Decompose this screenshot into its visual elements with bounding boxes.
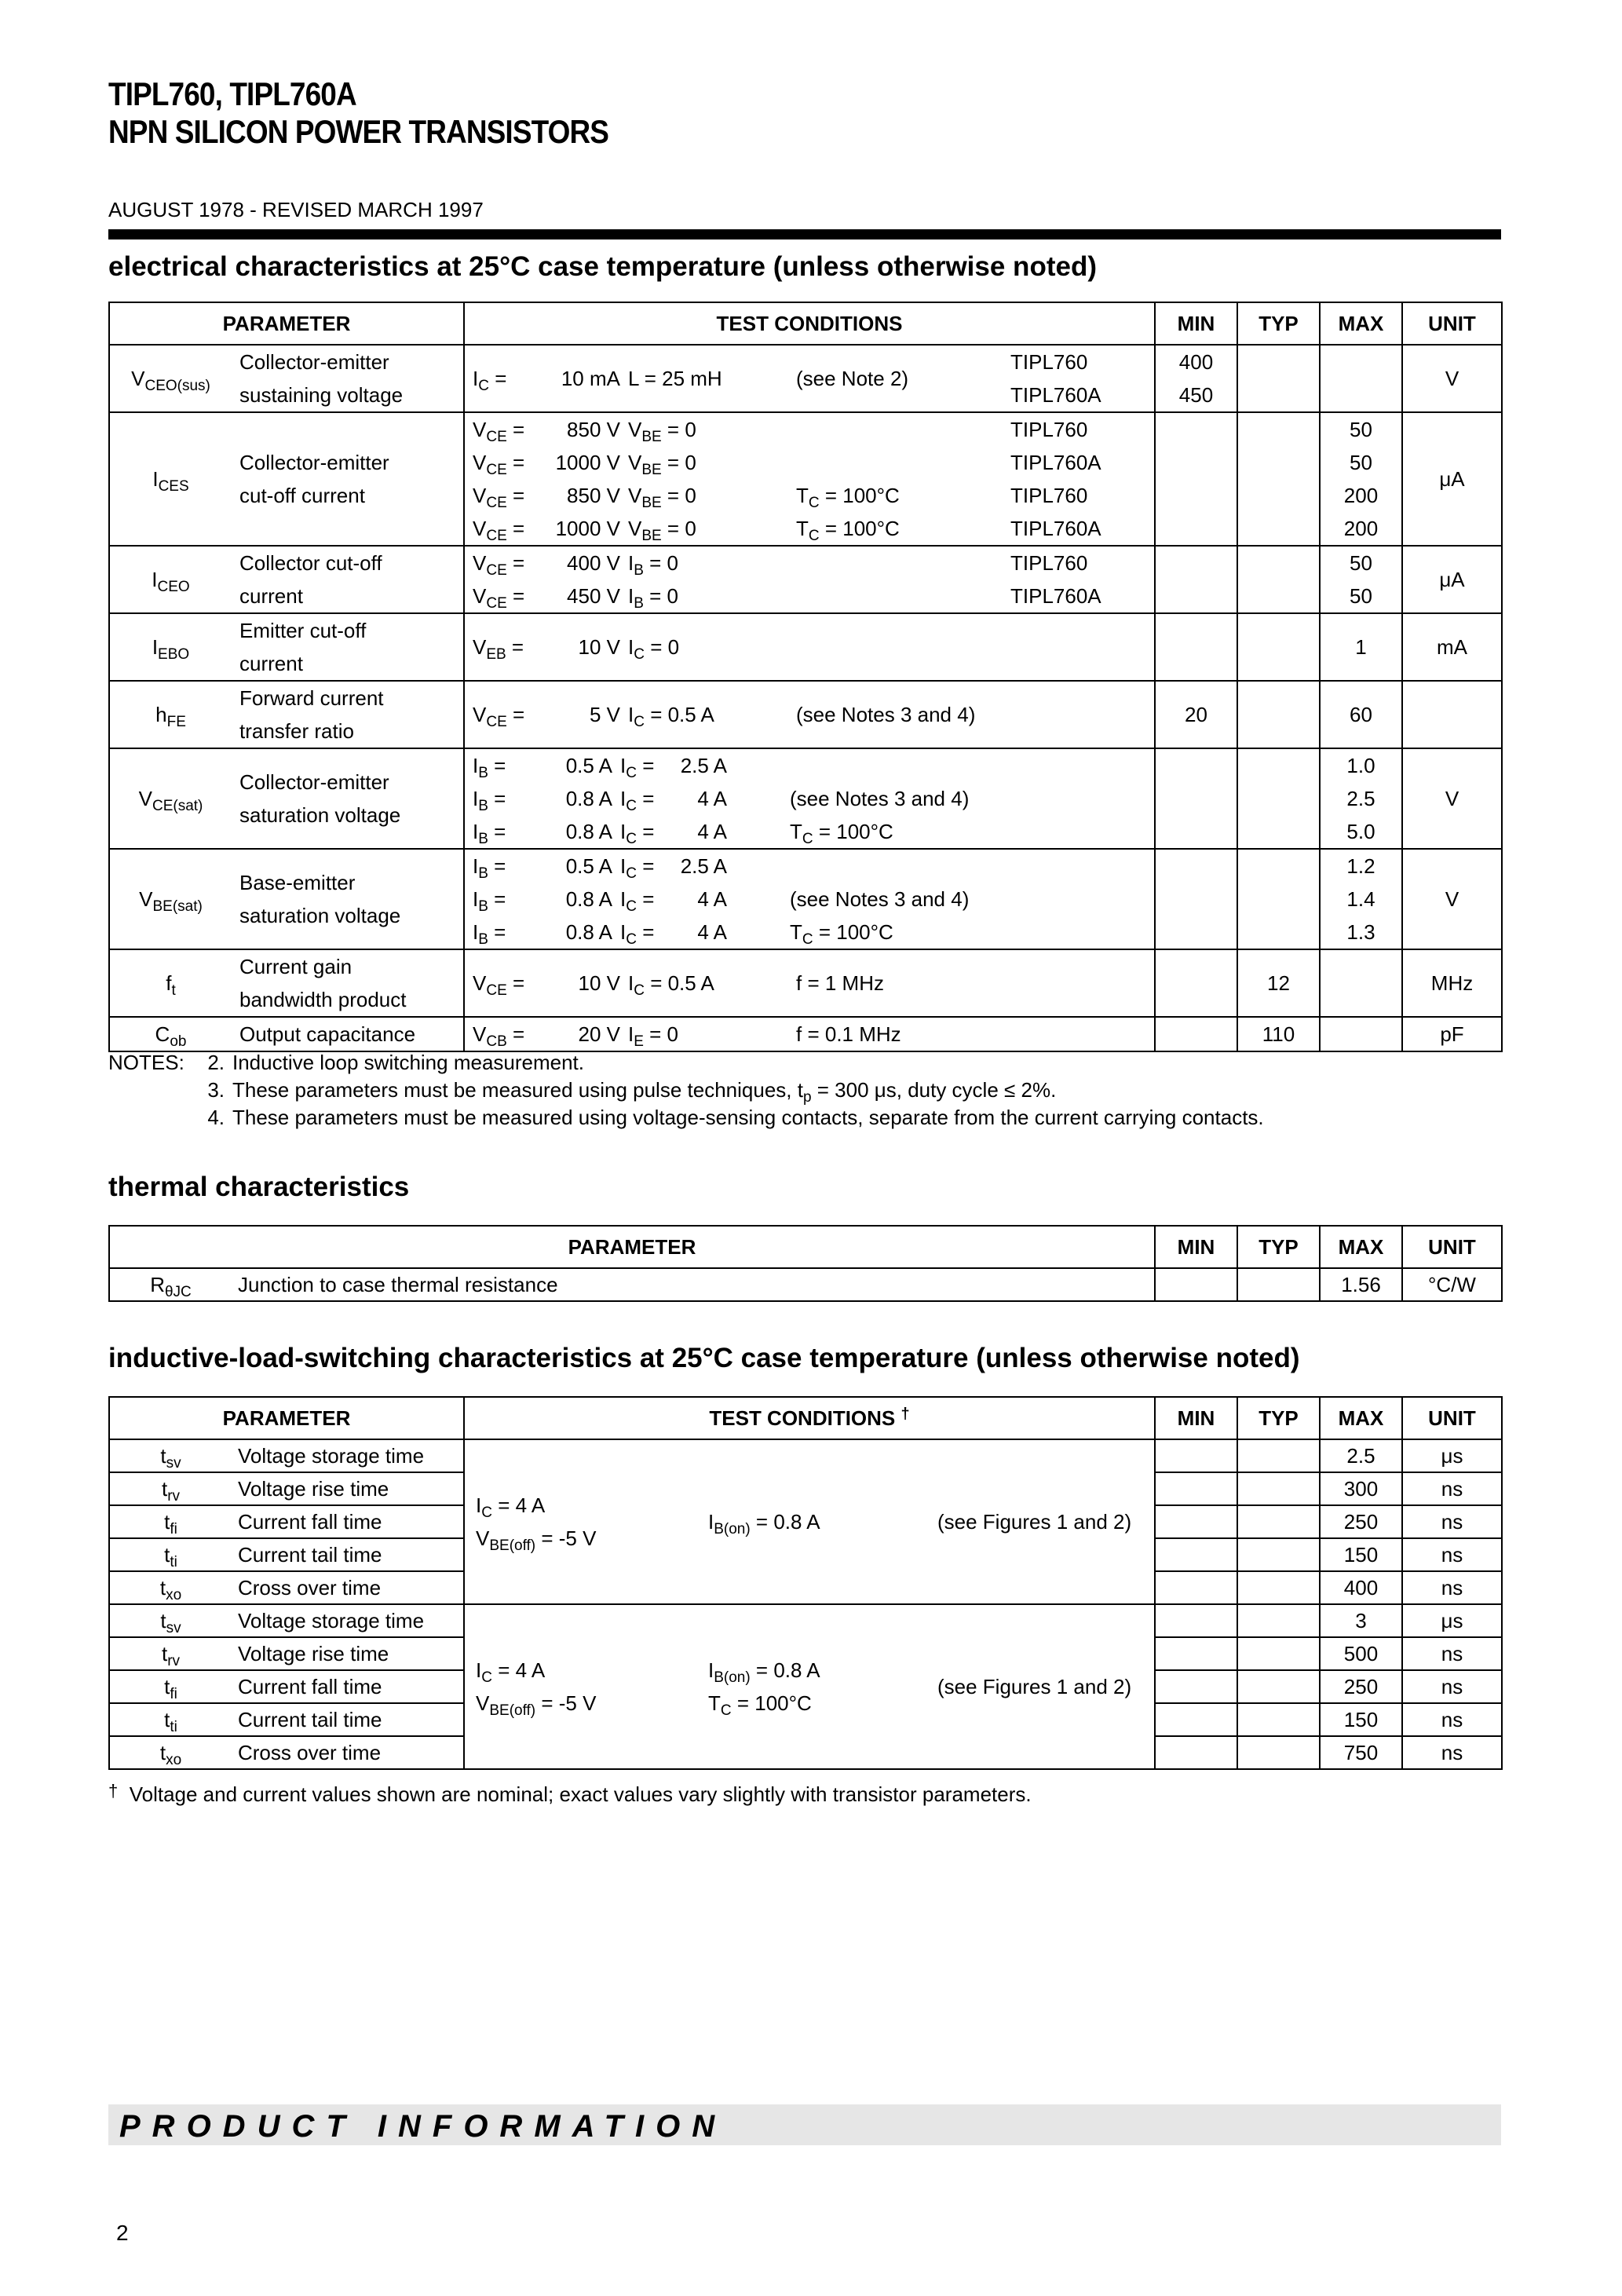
param-symbol: $I_{CEO}$ [109, 546, 232, 613]
col-unit: UNIT [1402, 302, 1502, 345]
col-test-conditions: TEST CONDITIONS [464, 302, 1155, 345]
switching-footnote [108, 1781, 1032, 1807]
test-conditions: $V_{CE}$ = 10 V $I_C = 0.5$ A f = 1 MHz [464, 949, 1006, 1017]
param-symbol: $I_{CES}$ [109, 412, 232, 546]
table-row: $I_{CEO}$ Collector cut-off current $V_{CE}$ = 400 V $I_B = 0$ $V_{CE}$ = 450 V $I_B = 0$ TIPL760 TIPL760A 50 50 μA [109, 546, 1502, 613]
table-header-row: PARAMETER TEST CONDITIONS † MIN TYP MAX UNIT [109, 1397, 1502, 1439]
param-description: Collector-emitter cut-off current [232, 412, 464, 546]
table-row: $V_{BE(sat)}$ Base-emitter saturation voltage $I_B$ = 0.5 A $I_C$ = 2.5 A $I_B$ = 0.8 A $I_C$ = 4 A (see Notes 3 and 4) $I_B$ = 0.8 A $I_C$ = 4 A $T_C = 100^\circ C$ 1.2 1.4 1.3 V [109, 849, 1502, 949]
table-row: $t_{fi}$ Current fall time 250 ns [109, 1505, 1502, 1538]
note-line: 4. These parameters must be measured using voltage-sensing contacts, separate from the current carrying contacts. [207, 1106, 1264, 1129]
unit: μA [1402, 412, 1502, 546]
unit [1402, 681, 1502, 748]
header-rule [108, 229, 1501, 239]
device-type [1006, 613, 1155, 681]
electrical-characteristics-table [108, 302, 1503, 1052]
table-header-row: PARAMETER MIN TYP MAX UNIT [109, 1226, 1502, 1268]
col-max: MAX [1320, 302, 1402, 345]
param-description: Collector-emitter sustaining voltage [232, 345, 464, 412]
unit: pF [1402, 1017, 1502, 1051]
param-description: Current gain bandwidth product [232, 949, 464, 1017]
test-conditions: $I_C$ = 10 mA L = 25 mH (see Note 2) [464, 345, 1006, 412]
table-row: $t_{sv}$ Voltage storage time $I_C = 4$ A $V_{BE(off)} = -5$ V $I_{B(on)} = 0.8$ A (see Figures 1 and 2) 2.5 μs [109, 1439, 1502, 1472]
revision-date: AUGUST 1978 - REVISED MARCH 1997 [108, 198, 484, 221]
table-row: $t_{xo}$ Cross over time 750 ns [109, 1736, 1502, 1769]
param-description: Base-emitter saturation voltage [232, 849, 464, 949]
device-type [1006, 681, 1155, 748]
footnote-text: Voltage and current values shown are nominal; exact values vary slightly with transistor parameters. [129, 1782, 1032, 1806]
unit: V [1402, 748, 1502, 849]
device-type: TIPL760 TIPL760A TIPL760 TIPL760A [1006, 412, 1155, 546]
table-row: $C_{ob}$ Output capacitance $V_{CB}$ = 20 V $I_E = 0$ f = 0.1 MHz 110 pF [109, 1017, 1502, 1051]
switching-test-conditions: $I_C = 4$ A $V_{BE(off)} = -5$ V $I_{B(on)} = 0.8$ A (see Figures 1 and 2) [464, 1439, 1155, 1604]
document-title-line1: TIPL760, TIPL760A [108, 75, 356, 112]
param-description: Collector-emitter saturation voltage [232, 748, 464, 849]
document-title-line2: NPN SILICON POWER TRANSISTORS [108, 113, 609, 150]
unit: μA [1402, 546, 1502, 613]
table-row: $t_{fi}$ Current fall time 250 ns [109, 1670, 1502, 1703]
param-description: Output capacitance [232, 1017, 464, 1051]
test-conditions: $V_{CE}$ = 5 V $I_C = 0.5$ A (see Notes 3 and 4) [464, 681, 1006, 748]
param-description: Collector cut-off current [232, 546, 464, 613]
product-information-banner [108, 2104, 1501, 2145]
test-conditions: $I_B$ = 0.5 A $I_C$ = 2.5 A $I_B$ = 0.8 A $I_C$ = 4 A (see Notes 3 and 4) $I_B$ = 0.8 A $I_C$ = 4 A $T_C = 100^\circ C$ [464, 748, 1006, 849]
table-row: $I_{EBO}$ Emitter cut-off current $V_{EB}$ = 10 V $I_C = 0$ 1 mA [109, 613, 1502, 681]
device-type [1006, 849, 1155, 949]
param-symbol: $V_{CE(sat)}$ [109, 748, 232, 849]
table-row: $I_{CES}$ Collector-emitter cut-off current $V_{CE}$ = 850 V $V_{BE} = 0$ $V_{CE}$ = 1000 V $V_{BE} = 0$ $V_{CE}$ = 850 V $V_{BE} = 0$ $T_C = 100^\circ C$ $V_{CE}$ = 1000 V $V_{BE} = 0$ $T_C = 100^\circ C$ TIPL760 TIPL760A TIPL760 TIPL760A 50 50 200 200 μA [109, 412, 1502, 546]
table-row: $V_{CE(sat)}$ Collector-emitter saturation voltage $I_B$ = 0.5 A $I_C$ = 2.5 A $I_B$ = 0.8 A $I_C$ = 4 A (see Notes 3 and 4) $I_B$ = 0.8 A $I_C$ = 4 A $T_C = 100^\circ C$ 1.0 2.5 5.0 V [109, 748, 1502, 849]
switching-test-conditions: $I_C = 4$ A $V_{BE(off)} = -5$ V $I_{B(on)} = 0.8$ A $T_C = 100^\circ C$ (see Figures 1 and 2) [464, 1604, 1155, 1769]
table-row: $R_{\theta JC}$ Junction to case thermal resistance 1.56 °C/W [109, 1268, 1502, 1301]
unit: V [1402, 345, 1502, 412]
unit: MHz [1402, 949, 1502, 1017]
param-symbol: $V_{BE(sat)}$ [109, 849, 232, 949]
thermal-characteristics-table [108, 1225, 1503, 1302]
table-row: $f_t$ Current gain bandwidth product $V_{CE}$ = 10 V $I_C = 0.5$ A f = 1 MHz 12 MHz [109, 949, 1502, 1017]
test-conditions: $V_{CB}$ = 20 V $I_E = 0$ f = 0.1 MHz [464, 1017, 1006, 1051]
note-line: 3. These parameters must be measured using pulse techniques, $t_p = 300$ μs, duty cycle ≤ 2%. [207, 1078, 1057, 1106]
unit: mA [1402, 613, 1502, 681]
param-description: Emitter cut-off current [232, 613, 464, 681]
device-type [1006, 1017, 1155, 1051]
device-type [1006, 949, 1155, 1017]
test-conditions: $V_{CE}$ = 400 V $I_B = 0$ $V_{CE}$ = 450 V $I_B = 0$ [464, 546, 1006, 613]
dagger-mark: † [108, 1781, 119, 1801]
unit: V [1402, 849, 1502, 949]
param-description: Forward current transfer ratio [232, 681, 464, 748]
col-min: MIN [1155, 302, 1237, 345]
table-row: $t_{ti}$ Current tail time 150 ns [109, 1703, 1502, 1736]
table-row: $t_{rv}$ Voltage rise time 500 ns [109, 1637, 1502, 1670]
electrical-notes [108, 1051, 1264, 1133]
param-symbol: $f_t$ [109, 949, 232, 1017]
table-row: $h_{FE}$ Forward current transfer ratio $V_{CE}$ = 5 V $I_C = 0.5$ A (see Notes 3 and 4) 20 60 [109, 681, 1502, 748]
table-row: $V_{CEO(sus)}$ Collector-emitter sustaining voltage $I_C$ = 10 mA L = 25 mH (see Note 2) TIPL760 TIPL760A 400 450 V [109, 345, 1502, 412]
test-conditions: $V_{CE}$ = 850 V $V_{BE} = 0$ $V_{CE}$ = 1000 V $V_{BE} = 0$ $V_{CE}$ = 850 V $V_{BE} = 0$ $T_C = 100^\circ C$ $V_{CE}$ = 1000 V $V_{BE} = 0$ $T_C = 100^\circ C$ [464, 412, 1006, 546]
note-line: NOTES: 2. Inductive loop switching measurement. [108, 1051, 585, 1074]
switching-heading: inductive-load-switching characteristics at 25°C case temperature (unless otherwise noted) [108, 1343, 1300, 1373]
table-row: $t_{sv}$ Voltage storage time $I_C = 4$ A $V_{BE(off)} = -5$ V $I_{B(on)} = 0.8$ A $T_C = 100^\circ C$ (see Figures 1 and 2) 3 μs [109, 1604, 1502, 1637]
table-row: $t_{rv}$ Voltage rise time 300 ns [109, 1472, 1502, 1505]
page-number: 2 [116, 2221, 129, 2245]
product-information-label: PRODUCT INFORMATION [119, 2109, 727, 2144]
switching-characteristics-table [108, 1396, 1503, 1770]
param-symbol: $h_{FE}$ [109, 681, 232, 748]
electrical-heading: electrical characteristics at 25°C case temperature (unless otherwise noted) [108, 251, 1097, 282]
test-conditions: $V_{EB}$ = 10 V $I_C = 0$ [464, 613, 1006, 681]
table-header-row [109, 302, 1502, 345]
param-symbol: $V_{CEO(sus)}$ [109, 345, 232, 412]
thermal-heading: thermal characteristics [108, 1172, 410, 1202]
table-row: $t_{ti}$ Current tail time 150 ns [109, 1538, 1502, 1571]
col-parameter: PARAMETER [109, 302, 464, 345]
col-typ: TYP [1237, 302, 1320, 345]
test-conditions: $I_B$ = 0.5 A $I_C$ = 2.5 A $I_B$ = 0.8 A $I_C$ = 4 A (see Notes 3 and 4) $I_B$ = 0.8 A $I_C$ = 4 A $T_C = 100^\circ C$ [464, 849, 1006, 949]
device-type: TIPL760 TIPL760A [1006, 345, 1155, 412]
device-type [1006, 748, 1155, 849]
table-row: $t_{xo}$ Cross over time 400 ns [109, 1571, 1502, 1604]
param-symbol: $I_{EBO}$ [109, 613, 232, 681]
device-type: TIPL760 TIPL760A [1006, 546, 1155, 613]
param-symbol: $C_{ob}$ [109, 1017, 232, 1051]
